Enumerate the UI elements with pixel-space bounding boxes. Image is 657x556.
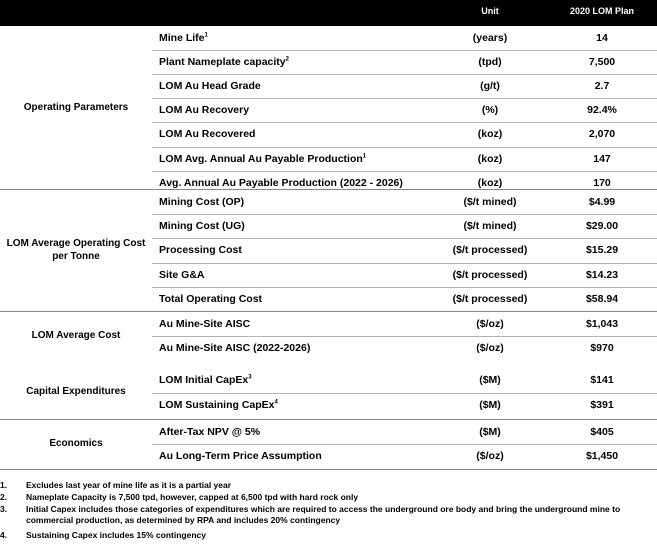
unit-cell: ($M): [479, 426, 501, 438]
value-cell: 170: [593, 176, 611, 189]
value-cell: $15.29: [585, 244, 619, 257]
plan-column-header: 2020 LOM Plan: [569, 6, 635, 16]
table-row: [152, 421, 657, 445]
unit-cell: ($/t processed): [452, 292, 528, 305]
metric-label: [159, 342, 310, 354]
unit-cell: (g/t): [480, 80, 500, 93]
metric-text: Avg. Annual Au Payable Production (2022 - 2026): [159, 176, 403, 189]
table-row: [152, 369, 657, 393]
section-label-economics: Economics: [49, 438, 103, 449]
section-label-operating-cost: LOM Average Operating Cost per Tonne: [6, 238, 146, 262]
unit-cell: (koz): [477, 176, 503, 189]
value-cell: $405: [590, 426, 614, 438]
table-row: [152, 191, 657, 215]
metric-label: [159, 104, 249, 116]
metric-text: Mining Cost (UG): [159, 220, 245, 233]
metric-label: [159, 32, 208, 44]
metric-text: LOM Au Recovered: [159, 128, 256, 141]
footnote-marker: 1: [204, 32, 208, 39]
unit-cell: ($M): [479, 374, 501, 386]
table-row: [152, 239, 657, 263]
metric-text: Processing Cost: [159, 244, 242, 257]
footnote-4: [0, 530, 657, 541]
unit-cell: ($/t processed): [452, 244, 528, 257]
metric-label: [159, 318, 250, 330]
metric-label: [159, 153, 366, 165]
metric-text: LOM Au Recovery: [159, 104, 250, 117]
value-cell: $141: [590, 374, 614, 386]
footnote-marker: 3: [248, 374, 252, 381]
metric-label: [159, 399, 278, 411]
value-cell: $391: [590, 398, 614, 411]
value-cell: 92.4%: [587, 104, 617, 117]
unit-cell: ($M): [479, 398, 501, 411]
table-bottom-border: [0, 469, 657, 470]
metric-text: Site G&A: [159, 268, 205, 281]
unit-cell: (koz): [477, 152, 503, 165]
metric-text: Au Mine-Site AISC: [159, 318, 251, 330]
metric-label: [159, 128, 255, 140]
value-cell: 14: [596, 32, 608, 44]
metric-label: [159, 293, 262, 305]
footnote-text: Nameplate Capacity is 7,500 tpd, however, capped at 6,500 tpd with hard rock only: [26, 492, 359, 502]
value-cell: 147: [593, 152, 611, 165]
table-row: [152, 394, 657, 418]
value-cell: $14.23: [585, 268, 619, 281]
unit-cell: (%): [481, 104, 499, 117]
metric-label: [159, 244, 242, 256]
unit-cell: (tpd): [478, 56, 502, 69]
unit-cell: (years): [472, 32, 508, 44]
table-row: [152, 123, 657, 147]
metric-text: Plant Nameplate capacity: [159, 56, 286, 69]
value-cell: 2,070: [588, 128, 616, 141]
value-cell: $4.99: [588, 196, 616, 208]
table-row: [152, 288, 657, 312]
metric-label: [159, 426, 260, 438]
metric-text: LOM Sustaining CapEx: [159, 398, 275, 411]
section-label-capital-expenditures: Capital Expenditures: [26, 386, 126, 397]
value-cell: $1,450: [585, 450, 619, 462]
unit-cell: ($/oz): [476, 318, 504, 330]
unit-cell: (koz): [477, 128, 503, 141]
footnote-number: 3.: [0, 504, 8, 514]
table-header: [0, 0, 657, 26]
table-row: [152, 215, 657, 239]
table-row: [152, 99, 657, 123]
value-cell: $1,043: [585, 318, 619, 330]
section-label-operating-parameters: Operating Parameters: [23, 102, 129, 113]
footnote-1: [0, 480, 657, 491]
metric-label: [159, 80, 261, 92]
metric-text: LOM Initial CapEx: [159, 374, 249, 386]
section-divider: [0, 189, 657, 190]
metric-text: After-Tax NPV @ 5%: [159, 426, 261, 438]
footnote-3: [0, 504, 657, 526]
value-cell: 7,500: [588, 56, 616, 69]
unit-cell: ($/t processed): [452, 268, 528, 281]
unit-column-header: Unit: [481, 6, 499, 16]
footnote-text: Initial Capex includes those categories of expenditures which are required to access the underground ore body and bring the underground mine to commercial production, as determined by RPA and includes 20% contingency: [26, 504, 621, 525]
table-row: [152, 445, 657, 469]
footnote-marker: 4: [274, 399, 278, 406]
section-label-average-cost: LOM Average Cost: [31, 330, 121, 341]
metric-text: LOM Avg. Annual Au Payable Production: [159, 152, 363, 165]
section-divider: [0, 311, 657, 312]
footnote-number: 1.: [0, 480, 8, 490]
section-divider: [0, 419, 657, 420]
footnote-number: 2.: [0, 492, 8, 502]
footnote-text: Excludes last year of mine life as it is a partial year: [26, 480, 232, 490]
metric-text: LOM Au Head Grade: [159, 80, 261, 93]
metric-label: [159, 450, 322, 462]
table-row: [152, 51, 657, 75]
value-cell: $58.94: [585, 292, 619, 305]
unit-cell: ($/oz): [476, 450, 504, 462]
metric-label: [159, 269, 205, 281]
unit-cell: ($/t mined): [463, 196, 517, 208]
footnote-number: 4.: [0, 530, 8, 540]
footnote-marker: 1: [362, 153, 367, 159]
metric-text: Mining Cost (OP): [159, 196, 245, 208]
metric-text: Au Long-Term Price Assumption: [159, 450, 322, 462]
value-cell: 2.7: [594, 80, 610, 93]
unit-cell: ($/t mined): [463, 220, 517, 233]
value-cell: $29.00: [585, 220, 619, 233]
metric-text: Mine Life: [159, 32, 205, 44]
metric-label: [159, 177, 403, 189]
table-row: [152, 148, 657, 172]
footnote-text: Sustaining Capex includes 15% contingency: [26, 530, 206, 540]
footnote-marker: 2: [285, 56, 289, 63]
metric-label: [159, 56, 289, 68]
value-cell: $970: [590, 342, 614, 354]
table-row: [152, 337, 657, 361]
table-row: [152, 313, 657, 337]
table-row: [152, 27, 657, 51]
table-row: [152, 75, 657, 99]
unit-cell: ($/oz): [476, 342, 504, 354]
table-row: [152, 264, 657, 288]
metric-text: Au Mine-Site AISC (2022-2026): [159, 342, 311, 354]
metric-text: Total Operating Cost: [159, 292, 263, 305]
footnote-2: [0, 492, 657, 503]
metric-label: [159, 196, 244, 208]
metric-label: [159, 374, 252, 386]
metric-label: [159, 220, 245, 232]
